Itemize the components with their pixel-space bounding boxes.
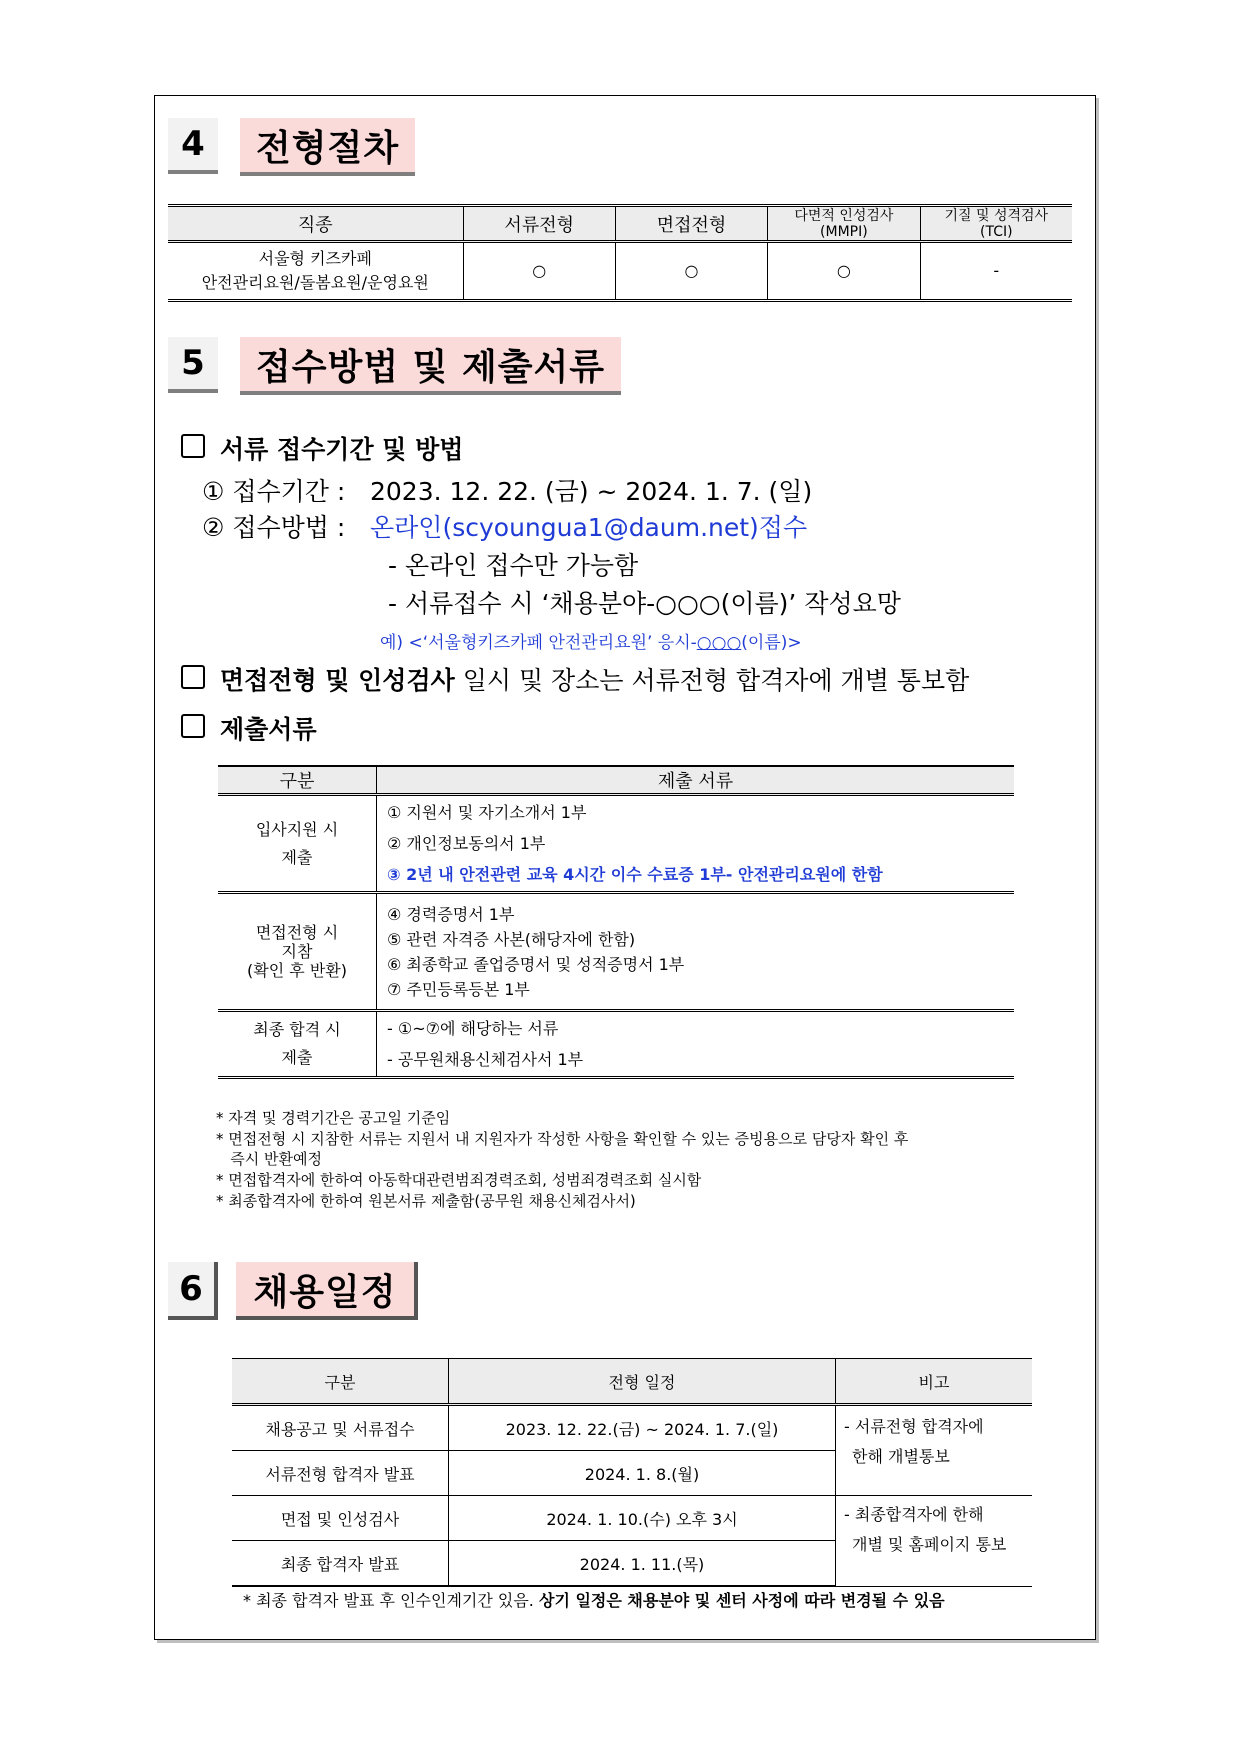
- table-row: [218, 893, 1014, 1011]
- checkbox-icon: [181, 434, 205, 458]
- item-interview-notice-bold: 면접전형 및 인성검사: [220, 666, 455, 695]
- schedule-date: 2023. 12. 22.(금) ~ 2024. 1. 7.(일): [449, 1405, 836, 1451]
- cell-tci: -: [920, 242, 1072, 301]
- example-prefix: 예) <‘서울형키즈카페 안전관리요원’ 응시-: [380, 633, 697, 653]
- header-tci-line2: (TCI): [980, 223, 1013, 240]
- docs-header-documents: 제출 서류: [377, 766, 1015, 795]
- checkbox-icon: [181, 714, 205, 738]
- job-line2: 안전관리요원/돌봄요원/운영요원: [201, 273, 429, 292]
- required-documents-table: [218, 765, 1014, 1079]
- docs-items-final: [377, 1011, 1015, 1078]
- schedule-header-remark: 비고: [836, 1359, 1033, 1405]
- note: * 면접전형 시 지참한 서류는 지원서 내 지원자가 작성한 사항을 확인할 수 있는 증빙용으로 담당자 확인 후: [216, 1130, 909, 1148]
- note: * 면접합격자에 한하여 아동학대관련범죄경력조회, 성범죄경력조회 실시함: [216, 1171, 702, 1189]
- section-4-title: 전형절차: [240, 118, 415, 176]
- table-row: [232, 1405, 1032, 1451]
- schedule-remark-2: [836, 1496, 1033, 1587]
- example-underlined: ○○○: [696, 633, 742, 653]
- list-item: ⑤ 관련 자격증 사본(해당자에 한함): [387, 929, 636, 949]
- cell-mmpi: ○: [768, 242, 920, 301]
- schedule-header-date: 전형 일정: [449, 1359, 836, 1405]
- docs-items-apply: [377, 795, 1015, 893]
- header-interview: 면접전형: [615, 206, 767, 242]
- list-item-highlight: ③ 2년 내 안전관련 교육 4시간 이수 수료증 1부- 안전관리요원에 한함: [387, 865, 883, 884]
- period-label: ① 접수기간 :: [202, 477, 346, 506]
- footnote-bold: 상기 일정은 채용분야 및 센터 사정에 따라 변경될 수 있음: [538, 1591, 945, 1610]
- note: 즉시 반환예정: [216, 1150, 323, 1168]
- list-item: ① 지원서 및 자기소개서 1부: [387, 803, 587, 822]
- schedule-remark-1: [836, 1405, 1033, 1496]
- docs-category-line: 면접전형 시: [255, 923, 339, 942]
- schedule-date: 2024. 1. 11.(목): [449, 1541, 836, 1587]
- docs-category-line: 제출: [281, 847, 313, 867]
- header-tci-line1: 기질 및 성격검사: [944, 207, 1049, 224]
- header-mmpi-line1: 다면적 인성검사: [794, 207, 894, 224]
- cell-document: ○: [463, 242, 615, 301]
- list-item: ② 개인정보동의서 1부: [387, 834, 546, 853]
- schedule-date: 2024. 1. 10.(수) 오후 3시: [449, 1496, 836, 1541]
- header-job: 직종: [168, 206, 463, 242]
- header-tci: [920, 206, 1072, 242]
- list-item: ⑦ 주민등록등본 1부: [387, 979, 530, 999]
- remark-line: - 최종합격자에 한해: [844, 1505, 984, 1524]
- method-note-filename: - 서류접수 시 ‘채용분야-○○○(이름)’ 작성요망: [388, 589, 901, 618]
- schedule-category: 채용공고 및 서류접수: [232, 1405, 449, 1451]
- note: * 최종합격자에 한하여 원본서류 제출함(공무원 채용신체검사서): [216, 1192, 636, 1210]
- docs-category-final: [218, 1011, 377, 1078]
- docs-header-category: 구분: [218, 766, 377, 795]
- recruitment-schedule-table: [232, 1358, 1032, 1587]
- job-line1: 서울형 키즈카페: [258, 249, 372, 268]
- docs-category-line: 최종 합격 시: [253, 1020, 341, 1039]
- item-submission-period: 서류 접수기간 및 방법: [220, 435, 464, 464]
- note: * 자격 및 경력기간은 공고일 기준임: [216, 1109, 451, 1127]
- header-mmpi: [768, 206, 920, 242]
- period-value: 2023. 12. 22. (금) ~ 2024. 1. 7. (일): [370, 477, 813, 506]
- schedule-category: 면접 및 인성검사: [232, 1496, 449, 1541]
- table-row: [218, 1011, 1014, 1078]
- list-item: ④ 경력증명서 1부: [387, 904, 515, 924]
- section-4-number: 4: [168, 118, 218, 174]
- job-cell: [168, 242, 463, 301]
- example-suffix: (이름)>: [741, 633, 802, 653]
- example-line: [380, 628, 802, 653]
- docs-category-line: 지참: [281, 942, 313, 961]
- docs-category-line: 제출: [281, 1048, 313, 1067]
- method-note-online-only: - 온라인 접수만 가능함: [388, 551, 639, 580]
- item-required-documents: 제출서류: [220, 715, 317, 744]
- schedule-category: 최종 합격자 발표: [232, 1541, 449, 1587]
- remark-line: 한해 개별통보: [852, 1447, 950, 1466]
- docs-category-line: 입사지원 시: [255, 819, 339, 839]
- schedule-footnote: [243, 1588, 945, 1611]
- schedule-category: 서류전형 합격자 발표: [232, 1451, 449, 1496]
- section-6-number: 6: [168, 1262, 218, 1320]
- checkbox-icon: [181, 665, 205, 689]
- section-5-title: 접수방법 및 제출서류: [240, 337, 621, 395]
- section-6-title: 채용일정: [236, 1262, 418, 1320]
- table-row: [232, 1496, 1032, 1541]
- footnote-normal: * 최종 합격자 발표 후 인수인계기간 있음.: [243, 1591, 539, 1610]
- method-value: 온라인(scyoungua1@daum.net)접수: [370, 513, 808, 542]
- selection-procedure-table: [168, 204, 1072, 302]
- remark-line: 개별 및 홈페이지 통보: [852, 1535, 1007, 1554]
- list-item: - 공무원채용신체검사서 1부: [387, 1050, 584, 1069]
- table-row: [218, 795, 1014, 893]
- item-interview-notice: [220, 661, 969, 697]
- header-mmpi-line2: (MMPI): [820, 223, 868, 240]
- header-document-screening: 서류전형: [463, 206, 615, 242]
- remark-line: - 서류전형 합격자에: [844, 1417, 984, 1436]
- table-row: [168, 242, 1072, 301]
- list-item: - ①~⑦에 해당하는 서류: [387, 1019, 559, 1038]
- method-label: ② 접수방법 :: [202, 513, 346, 542]
- item-interview-notice-rest: 일시 및 장소는 서류전형 합격자에 개별 통보함: [454, 666, 970, 695]
- docs-category-interview: [218, 893, 377, 1011]
- docs-category-apply: [218, 795, 377, 893]
- list-item: ⑥ 최종학교 졸업증명서 및 성적증명서 1부: [387, 954, 685, 974]
- docs-items-interview: [377, 893, 1015, 1011]
- section-5-number: 5: [168, 337, 218, 393]
- cell-interview: ○: [615, 242, 767, 301]
- docs-category-line: (확인 후 반환): [247, 961, 347, 980]
- schedule-header-category: 구분: [232, 1359, 449, 1405]
- schedule-date: 2024. 1. 8.(월): [449, 1451, 836, 1496]
